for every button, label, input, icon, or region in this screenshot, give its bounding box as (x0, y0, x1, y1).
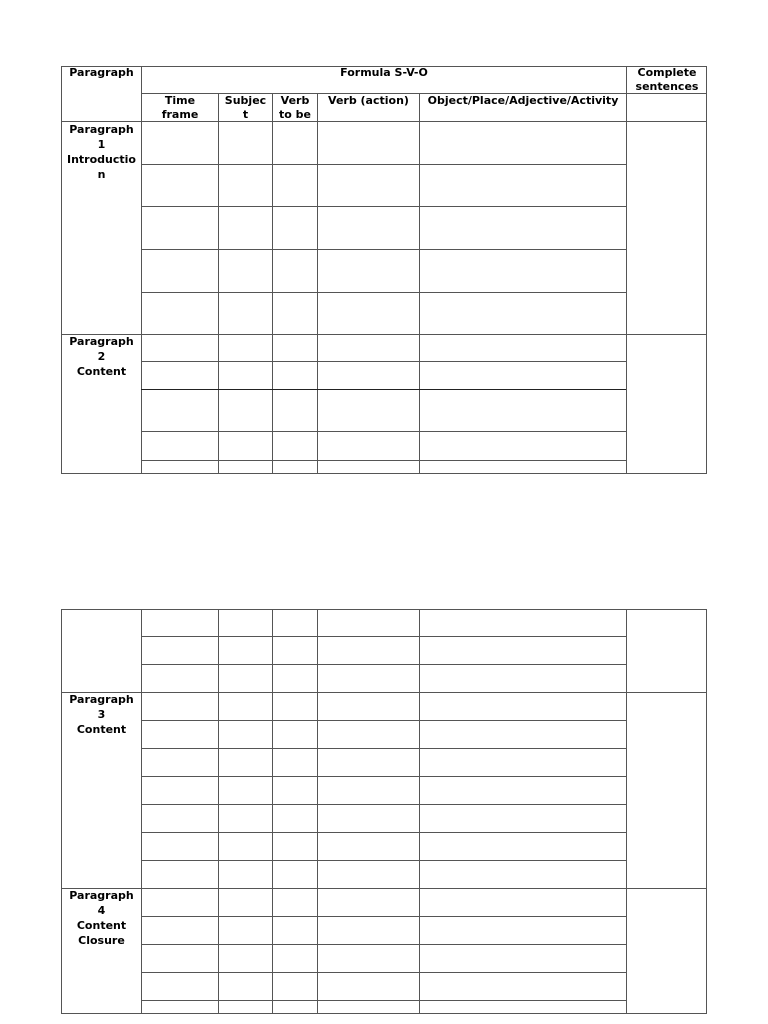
paragraph-2-label: Paragraph 2 Content (69, 335, 134, 378)
paragraph-3-label: Paragraph 3 Content (69, 693, 134, 736)
paragraph-4-label: Paragraph 4 Content Closure (69, 889, 134, 947)
header-verb-action: Verb (action) (328, 94, 409, 107)
table1-border (62, 67, 707, 474)
paragraph-1-label: Paragraph 1 Introductio n (67, 123, 136, 181)
header-subject: Subjec t (224, 94, 267, 121)
header-verb-to-be: Verb to be (279, 94, 311, 121)
table2-border (62, 610, 707, 1014)
header-complete-sentences: Complete sentences (635, 66, 699, 93)
header-object: Object/Place/Adjective/Activity (427, 94, 619, 107)
header-formula: Formula S-V-O (340, 66, 428, 79)
header-paragraph: Paragraph (69, 66, 134, 79)
header-time-frame: Time frame (161, 94, 199, 121)
